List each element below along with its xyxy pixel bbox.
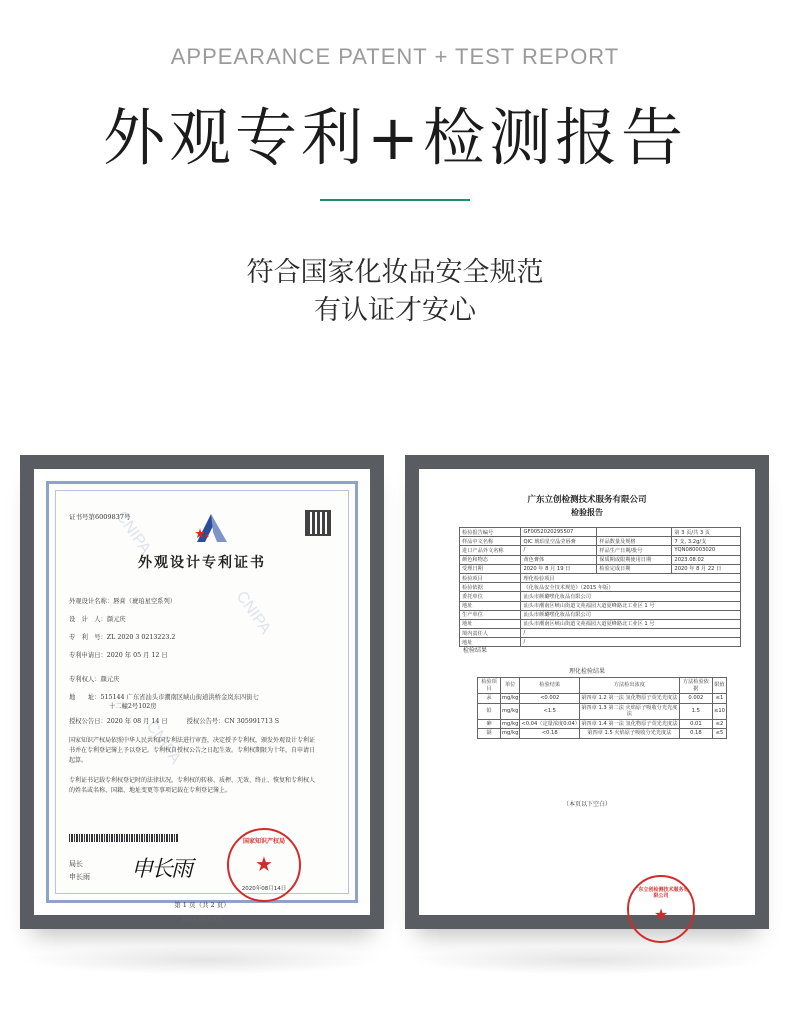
patent-frame-shadow [20, 945, 384, 975]
signatory-role: 局长 [69, 860, 83, 868]
result-cell: 0.002 [679, 694, 712, 704]
result-cell: ≤5 [713, 729, 727, 739]
test-report [419, 469, 755, 924]
end-note: （本页以下空白） [562, 801, 611, 808]
result-cell: mg/kg [501, 695, 519, 701]
result-cell: <0.18 [520, 729, 580, 739]
result-header-cell: 单位 [500, 678, 519, 694]
meta-label: 保质期或限期使用日期 [597, 555, 672, 564]
result-table-caption: 理化检验结果 [568, 668, 605, 675]
meta-value: / [521, 546, 597, 555]
field-grant-date: 授权公告日：2020 年 08 月 14 日 授权公告号：CN 305991713 S [69, 718, 280, 725]
field-designer: 设 计 人：颜元庆 [69, 616, 126, 623]
description-line-2: 有认证才安心 [314, 295, 476, 326]
patent-office-emblem-icon [189, 512, 233, 548]
result-row [478, 729, 727, 739]
result-cell: <1.5 [520, 703, 580, 719]
report-company: 广东立创检测技术服务有限公司 [527, 495, 647, 505]
meta-value: YQN080003020 [672, 546, 741, 555]
description-line-1: 符合国家化妆品安全规范 [246, 257, 544, 288]
certificate-title: 外观设计专利证书 [138, 555, 266, 571]
result-cell: 镉 [478, 729, 501, 739]
meta-label [597, 528, 672, 537]
signature: 申长雨 [131, 857, 192, 882]
meta-row [460, 564, 741, 573]
field-design-name: 外观设计名称：唇膏（琥珀星空系列） [69, 598, 177, 605]
seal-text: 国家知识产权局 [242, 838, 285, 845]
certificate-border [46, 481, 358, 923]
field-address: 地 址：515144 广东省汕头市潮南区峡山街道洪桥金岚东四街七 [69, 694, 259, 701]
field-application-date: 专利申请日：2020 年 05 月 12 日 [69, 652, 168, 659]
meta-value: 7 支, 3.2g/支 [672, 537, 741, 546]
certificate-footer: 其他事项参见背面 [181, 917, 222, 923]
result-row [478, 719, 727, 729]
meta-label: 样品数量及规格 [597, 537, 672, 546]
meta-label: 生产单位 [460, 610, 521, 619]
meta-label: 地址 [460, 619, 521, 628]
page-title: 外观专利+检测报告 [103, 101, 687, 174]
meta-value: / [521, 629, 741, 638]
meta-label: 进口产品外文名称 [460, 546, 521, 555]
meta-row [460, 619, 741, 628]
meta-label: 检验报告编号 [460, 528, 521, 537]
meta-value: 汕头市颜璐嘿化妆品有限公司 [521, 592, 741, 601]
certificate-paragraph-2: 专利证书记载专利权登记时的法律状况。专利权的转移、质押、无效、终止、恢复和专利权人的姓名或名称、国籍、地址变更等事项记载在专利登记簿上。 [69, 777, 316, 794]
result-row [478, 694, 727, 704]
field-patent-number: 专 利 号：ZL 2020 3 0213223.2 [69, 634, 176, 641]
result-cell: 1.5 [679, 703, 712, 719]
accent-divider [320, 199, 470, 201]
result-header-cell: 方法检出浓度 [579, 678, 679, 694]
result-cell: ≤1 [713, 694, 727, 704]
meta-row [460, 546, 741, 555]
meta-label: 地址 [460, 601, 521, 610]
meta-row [460, 573, 741, 582]
subtitle-en: APPEARANCE PATENT + TEST REPORT [170, 44, 620, 69]
meta-row [460, 537, 741, 546]
meta-value: / [521, 638, 741, 647]
meta-row [460, 528, 741, 537]
qr-code-icon [305, 510, 331, 536]
meta-label: 委托单位 [460, 592, 521, 601]
seal-star-icon: ★ [255, 852, 273, 876]
patent-frame [20, 455, 384, 929]
meta-value: 汕头市潮南区峡山街道文苑福园大道夏峰路北工业区 1 号 [521, 619, 741, 628]
report-seal [627, 875, 695, 943]
certificate-paragraph-1: 国家知识产权局依照中华人民共和国专利法进行审查，决定授予专利权，颁发外观设计专利证书并在专利登记簿上予以登记。专利权自授权公告之日起生效。专利权期限为十年，自申请日起算。 [69, 737, 316, 764]
result-table [477, 677, 727, 739]
meta-row [460, 610, 741, 619]
signatory-name: 申长雨 [69, 873, 90, 881]
result-cell: mg/kg [501, 720, 519, 727]
result-cell: 铅 [478, 703, 501, 719]
result-heading: 检验结果 [463, 647, 488, 654]
meta-label: 检验完成日期 [597, 564, 672, 573]
meta-label: 境内责任人 [460, 629, 521, 638]
report-title: 检验报告 [571, 507, 603, 517]
meta-value: 汕头市颜璐嘿化妆品有限公司 [521, 610, 741, 619]
result-cell: mg/kg [500, 703, 519, 719]
report-seal-star-icon: ★ [653, 905, 669, 924]
meta-row [460, 583, 741, 592]
meta-row [460, 601, 741, 610]
result-cell: 0.01 [679, 719, 712, 729]
result-cell: 第四章 1.3 第二法 火焰原子吸收分光光度法 [581, 704, 678, 717]
watermark-text: CNIPA [232, 588, 274, 638]
meta-row [460, 638, 741, 647]
meta-label: 地址 [460, 638, 521, 647]
certificate-number: 证书号第6009837号 [69, 513, 131, 521]
meta-value: 2023.08.02 [672, 555, 741, 564]
barcode-icon [69, 834, 179, 842]
meta-label: 检验依据 [460, 583, 521, 592]
meta-row [460, 555, 741, 564]
result-cell: 砷 [478, 719, 501, 729]
result-cell: ≤2 [713, 719, 727, 729]
watermark-text: CNIPA [112, 508, 154, 558]
meta-value: QIC 琥珀星空晶莹唇膏 [521, 537, 597, 546]
meta-value: GF0052020295507 [521, 528, 597, 537]
result-row [478, 703, 727, 719]
watermark-text: CNIPA [142, 718, 184, 768]
meta-row [460, 592, 741, 601]
meta-label: 样品生产日期/批号 [597, 546, 672, 555]
report-meta-table [459, 527, 741, 647]
meta-row [460, 629, 741, 638]
result-header-cell: 限值 [713, 678, 727, 694]
meta-value: 第 3 页/共 3 页 [672, 528, 741, 537]
meta-value: 汕头市潮南区峡山街道文苑福园大道夏峰路北工业区 1 号 [521, 601, 741, 610]
field-address-cont: 十二幢2号102房 [109, 703, 157, 710]
field-patentee: 专利权人：颜元庆 [69, 676, 120, 683]
result-cell: 第四章 1.4 第一法 氢化物原子荧光光度法 [581, 720, 678, 727]
meta-value: 《化妆品安全技术规范》（2015 年版） [521, 583, 741, 592]
result-cell: <0.04（定量浓度0.04） [521, 720, 580, 727]
report-frame-shadow [405, 945, 769, 975]
meta-value: 理化检验项目 [521, 573, 741, 582]
result-cell: ≤10 [713, 703, 727, 719]
meta-value: 2020 年 8 月 19 日 [521, 564, 597, 573]
result-cell: mg/kg [501, 730, 519, 736]
meta-value: 黄色膏体 [521, 555, 597, 564]
patent-certificate [34, 469, 370, 923]
result-cell: 0.18 [679, 729, 712, 739]
result-cell: 第四章 1.2 第一法 氢化物原子荧光光度法 [581, 695, 678, 701]
page-number: 第 1 页（共 2 页） [174, 901, 230, 909]
report-frame [405, 455, 769, 929]
meta-label: 样品中文名称 [460, 537, 521, 546]
seal-date: 2020年08月14日 [241, 886, 287, 892]
meta-label: 颜色和物态 [460, 555, 521, 564]
meta-value: 2020 年 8 月 22 日 [672, 564, 741, 573]
report-seal-text: 广东立创检测技术服务有限公司 [633, 887, 689, 899]
result-header-cell: 检验结果 [520, 678, 580, 694]
meta-label: 受理日期 [460, 564, 521, 573]
official-seal [227, 828, 301, 902]
result-header-cell: 方法检验依据 [679, 678, 712, 694]
result-header-cell: 检验项目 [478, 678, 501, 694]
result-cell: 第四章 1.5 火焰原子吸收分光光度法 [579, 729, 679, 739]
meta-label: 检验项目 [460, 573, 521, 582]
result-cell: 汞 [478, 694, 501, 704]
result-cell: <0.002 [520, 694, 580, 704]
